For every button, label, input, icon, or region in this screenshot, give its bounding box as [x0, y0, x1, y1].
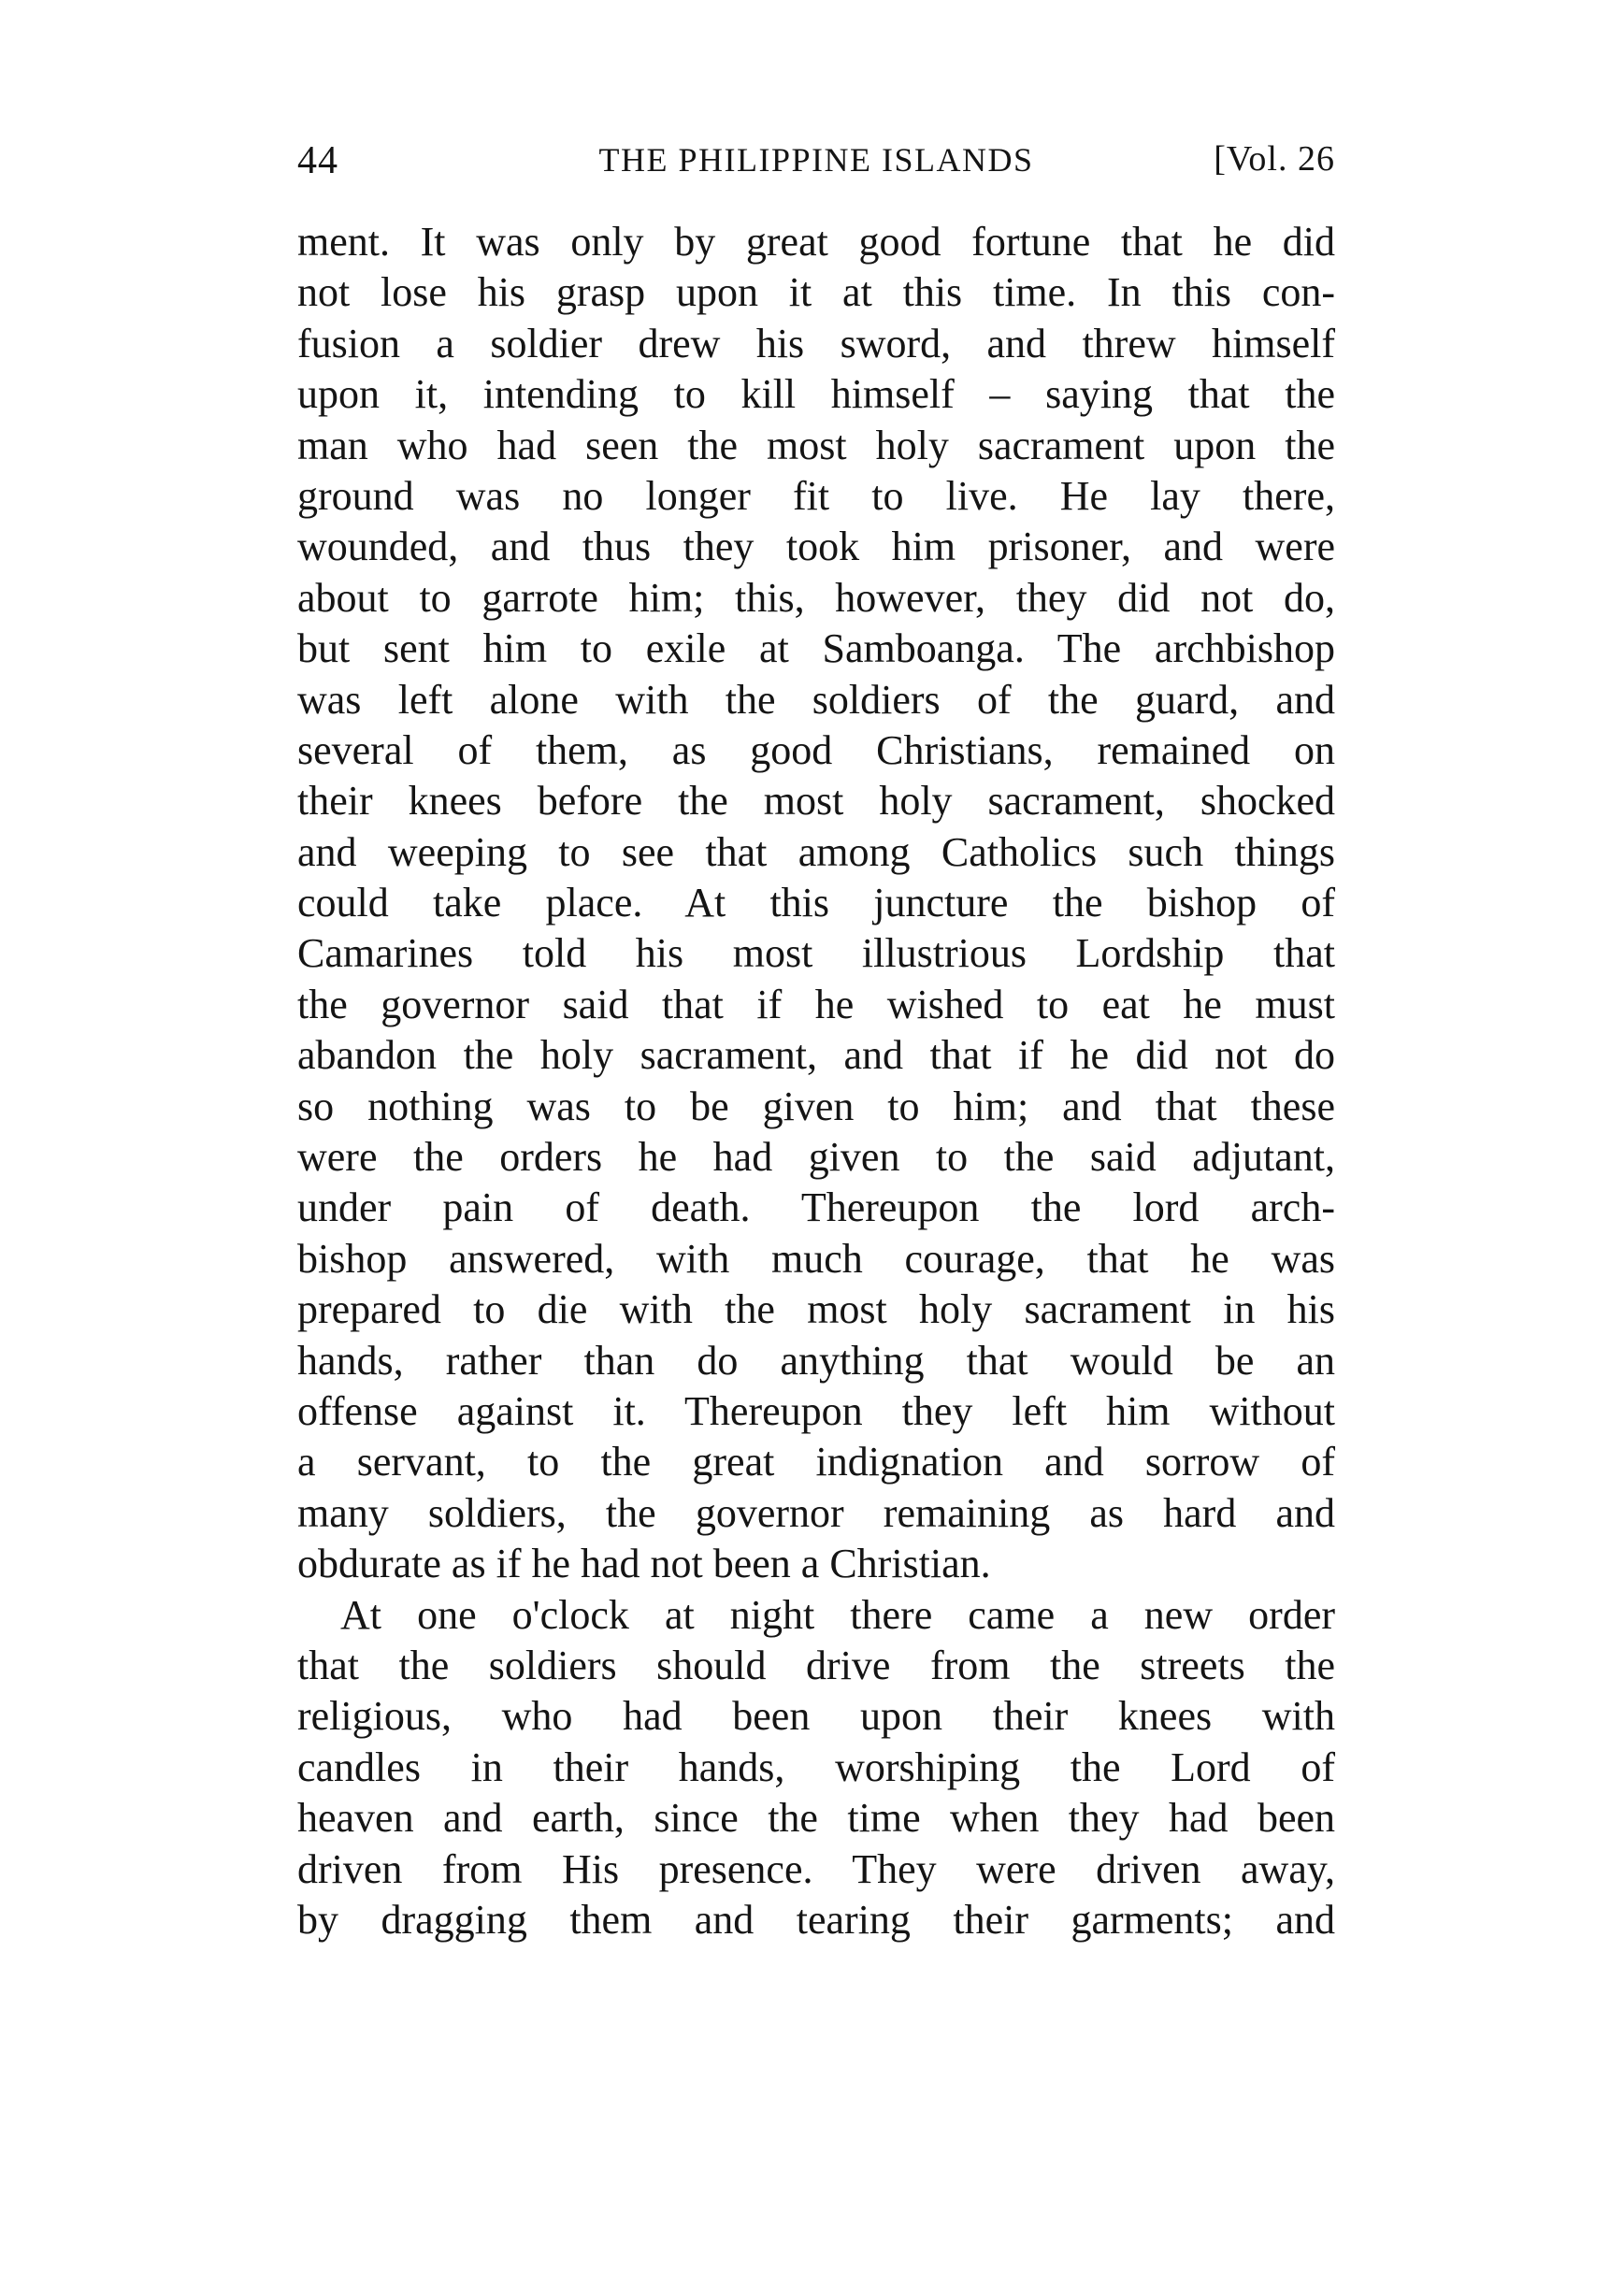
text-line: fusion a soldier drew his sword, and threw himself: [297, 320, 1335, 366]
text-line: under pain of death. Thereupon the lord arch-: [297, 1184, 1335, 1231]
text-line: candles in their hands, worshiping the Lord of: [297, 1744, 1335, 1790]
page-header: [297, 138, 1335, 194]
text-line: upon it, intending to kill himself – saying that the: [297, 371, 1335, 418]
text-line: Camarines told his most illustrious Lordship that: [297, 930, 1335, 977]
text-line: by dragging them and tearing their garments; and: [297, 1896, 1335, 1943]
text-line: about to garrote him; this, however, they did not do,: [297, 574, 1335, 621]
text-line: wounded, and thus they took him prisoner, and were: [297, 524, 1335, 570]
text-line: ground was no longer fit to live. He lay there,: [297, 472, 1335, 519]
running-title: THE PHILIPPINE ISLANDS: [598, 141, 1034, 179]
text-line: the governor said that if he wished to eat he must: [297, 981, 1335, 1027]
paragraph-start-line: At one o'clock at night there came a new order: [340, 1591, 1335, 1638]
text-line: but sent him to exile at Samboanga. The archbishop: [297, 625, 1335, 672]
text-line: hands, rather than do anything that would be an: [297, 1337, 1335, 1384]
text-line: were the orders he had given to the said adjutant,: [297, 1134, 1335, 1181]
text-line: not lose his grasp upon it at this time. In this con-: [297, 269, 1335, 316]
text-line: several of them, as good Christians, remained on: [297, 726, 1335, 773]
text-line: many soldiers, the governor remaining as hard and: [297, 1489, 1335, 1536]
volume-label: [Vol. 26: [1214, 139, 1335, 179]
text-line: so nothing was to be given to him; and that these: [297, 1083, 1335, 1129]
page-number: 44: [297, 139, 338, 182]
text-line: offense against it. Thereupon they left him without: [297, 1387, 1335, 1434]
text-line: bishop answered, with much courage, that he was: [297, 1235, 1335, 1282]
text-line: man who had seen the most holy sacrament upon the: [297, 422, 1335, 468]
text-line: abandon the holy sacrament, and that if he did not do: [297, 1032, 1335, 1079]
text-line: that the soldiers should drive from the streets the: [297, 1642, 1335, 1688]
paragraph-end-line: obdurate as if he had not been a Christian.: [297, 1541, 991, 1587]
text-line: could take place. At this juncture the bishop of: [297, 880, 1335, 926]
text-line: their knees before the most holy sacrament, shocked: [297, 778, 1335, 825]
text-line: driven from His presence. They were driven away,: [297, 1845, 1335, 1892]
text-line: was left alone with the soldiers of the guard, and: [297, 676, 1335, 723]
text-line: heaven and earth, since the time when they had been: [297, 1795, 1335, 1842]
text-line: religious, who had been upon their knees with: [297, 1693, 1335, 1740]
text-line: a servant, to the great indignation and sorrow of: [297, 1439, 1335, 1485]
text-line: prepared to die with the most holy sacrament in his: [297, 1286, 1335, 1333]
text-line: and weeping to see that among Catholics such things: [297, 828, 1335, 875]
text-line: ment. It was only by great good fortune that he did: [297, 219, 1335, 265]
body-text: [297, 217, 1335, 1945]
